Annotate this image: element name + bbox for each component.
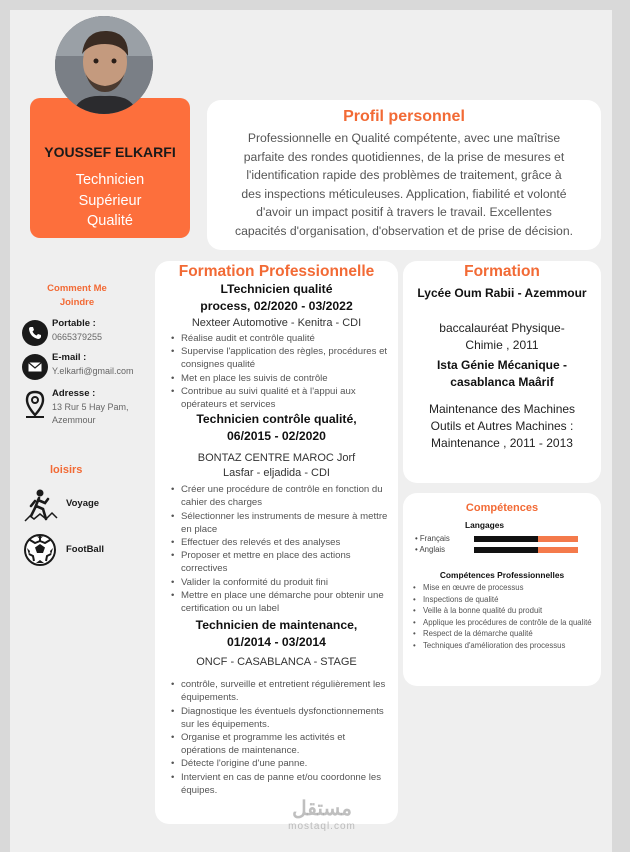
- list-item: • Veille à la bonne qualité du produit: [411, 605, 593, 617]
- school-name: [409, 357, 595, 391]
- diploma: [409, 320, 595, 354]
- list-item: • Supervise l'application des règles, procédures et consignes qualité: [165, 345, 388, 371]
- list-item: • Réalise audit et contrôle qualité: [165, 332, 388, 345]
- phone-icon: [22, 320, 48, 346]
- job-company-line: BONTAZ CENTRE MAROC Jorf: [197, 452, 356, 465]
- list-item: • Organise et programme les activités et opérations de maintenance.: [165, 731, 388, 757]
- person-name: YOUSSEF ELKARFI: [44, 144, 176, 160]
- title-line: Supérieur: [78, 192, 142, 209]
- pro-skills-list: [411, 582, 593, 652]
- job-title: [165, 617, 388, 651]
- profil-line: des inspections méticuleuses. Application, fiabilité et volonté: [241, 186, 567, 201]
- list-item: • Détecte l'origine d'une panne.: [165, 757, 388, 770]
- job-bullets: [165, 678, 388, 797]
- language-name: Français: [419, 534, 450, 543]
- job-company-line: ONCF - CASABLANCA - STAGE: [196, 656, 357, 669]
- language-level-fill: [474, 547, 538, 553]
- job-company: [165, 655, 388, 670]
- contact-value[interactable]: Y.elkarfi@gmail.com: [52, 366, 134, 376]
- list-item: • Techniques d'amélioration des processus: [411, 640, 593, 652]
- profil-line: capacités d'organisation, d'observation et de prise de décision.: [235, 223, 573, 238]
- list-item: • Inspections de qualité: [411, 594, 593, 606]
- profil-heading: Profil personnel: [343, 108, 465, 125]
- list-item: • Intervient en cas de panne et/ou coordonne les équipes.: [165, 771, 388, 797]
- job-title-line: Technicien contrôle qualité,: [196, 412, 357, 427]
- location-icon: [22, 390, 48, 416]
- formation-card: [403, 261, 601, 483]
- competences-card: [403, 493, 601, 686]
- school-line: casablanca Maârif: [450, 375, 554, 389]
- watermark: [282, 800, 362, 836]
- hiking-icon: [22, 488, 58, 527]
- list-item: • Diagnostique les éventuels dysfonctionnements sur les équipements.: [165, 705, 388, 731]
- resume-page: [10, 10, 612, 852]
- language-name: Anglais: [419, 545, 446, 554]
- watermark-arabic: مستقل: [292, 798, 352, 820]
- job-title-line: process, 02/2020 - 03/2022: [200, 299, 353, 313]
- diploma-line: Outils et Autres Machines :: [430, 419, 574, 433]
- job-bullets: [165, 483, 388, 615]
- profil-text: [217, 129, 591, 241]
- hobby-label: Voyage: [66, 498, 100, 509]
- profil-line: l'identification rapide des problèmes de traitement, grâce à: [246, 168, 562, 183]
- watermark-latin: mostaql.com: [288, 821, 356, 832]
- contact-value: [52, 401, 129, 427]
- football-icon: [24, 534, 56, 571]
- competences-heading: Compétences: [465, 502, 539, 514]
- list-item: • Mettre en place une démarche pour obtenir une certification ou un label: [165, 589, 388, 615]
- languages-heading: Langages: [465, 520, 505, 530]
- job-title-line: 01/2014 - 03/2014: [227, 635, 326, 650]
- contact-heading-line: Comment Me: [47, 283, 107, 294]
- list-item: • Valider la conformité du produit fini: [165, 576, 388, 589]
- title-line: Technicien: [75, 172, 145, 188]
- list-item: • Créer une procédure de contrôle en fonction du cahier des charges: [165, 483, 388, 509]
- contact-label: E-mail :: [52, 352, 87, 363]
- person-title: [30, 170, 190, 232]
- job-title-line: Technicien de maintenance,: [195, 618, 358, 633]
- profile-photo: [55, 16, 153, 114]
- profil-card: [207, 100, 601, 250]
- list-item: • Mise en œuvre de processus: [411, 582, 593, 594]
- contact-label: Adresse :: [52, 388, 96, 399]
- language-row: • Français: [411, 534, 593, 545]
- contact-heading-line: Joindre: [59, 297, 95, 308]
- job-title-line: 06/2015 - 02/2020: [227, 429, 326, 444]
- language-row: • Anglais: [411, 545, 593, 556]
- language-level-bar: [474, 536, 578, 542]
- profil-line: parfaite des rondes quotidiennes, de la prise de mesures et: [243, 149, 565, 164]
- school-name: Lycée Oum Rabii - Azemmour: [417, 286, 587, 300]
- title-line: Qualité: [87, 213, 133, 229]
- contact-value[interactable]: 0665379255: [52, 332, 103, 342]
- school-line: Ista Génie Mécanique -: [436, 358, 568, 372]
- job-bullets: [165, 332, 388, 411]
- language-level-bar: [474, 547, 578, 553]
- list-item: • Applique les procédures de contrôle de la qualité: [411, 617, 593, 629]
- job-company: [165, 316, 388, 331]
- address-line: 13 Rur 5 Hay Pam,: [52, 402, 129, 412]
- job-title: [165, 411, 388, 445]
- contact-label: Portable :: [52, 318, 96, 329]
- diploma-line: baccalauréat Physique-: [439, 321, 565, 335]
- identity-card: [30, 98, 190, 238]
- pro-skills-heading: Compétences Professionnelles: [439, 570, 565, 580]
- list-item: • Met en place les suivis de contrôle: [165, 372, 388, 385]
- formation-heading: Formation: [464, 263, 540, 280]
- job-company-line: Nexteer Automotive - Kenitra - CDI: [191, 317, 362, 329]
- list-item: • Effectuer des relevés et des analyses: [165, 536, 388, 549]
- profil-line: d'avoir un impact positif à travers le travail. Excellentes: [256, 205, 552, 220]
- list-item: • Contribue au suivi qualité et à l'appui aux opérateurs et services: [165, 385, 388, 411]
- list-item: • Respect de la démarche qualité: [411, 628, 593, 640]
- formation-pro-heading: Formation Professionnelle: [178, 263, 375, 280]
- diploma: [409, 401, 595, 452]
- diploma-line: Chimie , 2011: [465, 338, 539, 352]
- list-item: • contrôle, surveille et entretient régulièrement les équipements.: [165, 678, 388, 704]
- formation-pro-card: [155, 261, 398, 824]
- diploma-line: Maintenance des Machines: [428, 402, 576, 416]
- address-line: Azemmour: [52, 415, 96, 425]
- job-company: [165, 451, 388, 481]
- job-title: [165, 281, 388, 315]
- job-company-line: Lasfar - eljadida - CDI: [223, 467, 330, 480]
- mail-icon: [22, 354, 48, 380]
- list-item: • Sélectionner les instruments de mesure à mettre en place: [165, 510, 388, 536]
- language-level-fill: [474, 536, 538, 542]
- contact-heading: [38, 282, 116, 310]
- hobby-label: FootBall: [66, 544, 104, 555]
- loisirs-heading: loisirs: [50, 464, 83, 476]
- diploma-line: Maintenance , 2011 - 2013: [431, 436, 573, 450]
- list-item: • Proposer et mettre en place des actions correctives: [165, 549, 388, 575]
- profil-line: Professionnelle en Qualité compétente, avec une maîtrise: [247, 131, 561, 145]
- job-title-line: LTechnicien qualité: [220, 282, 333, 296]
